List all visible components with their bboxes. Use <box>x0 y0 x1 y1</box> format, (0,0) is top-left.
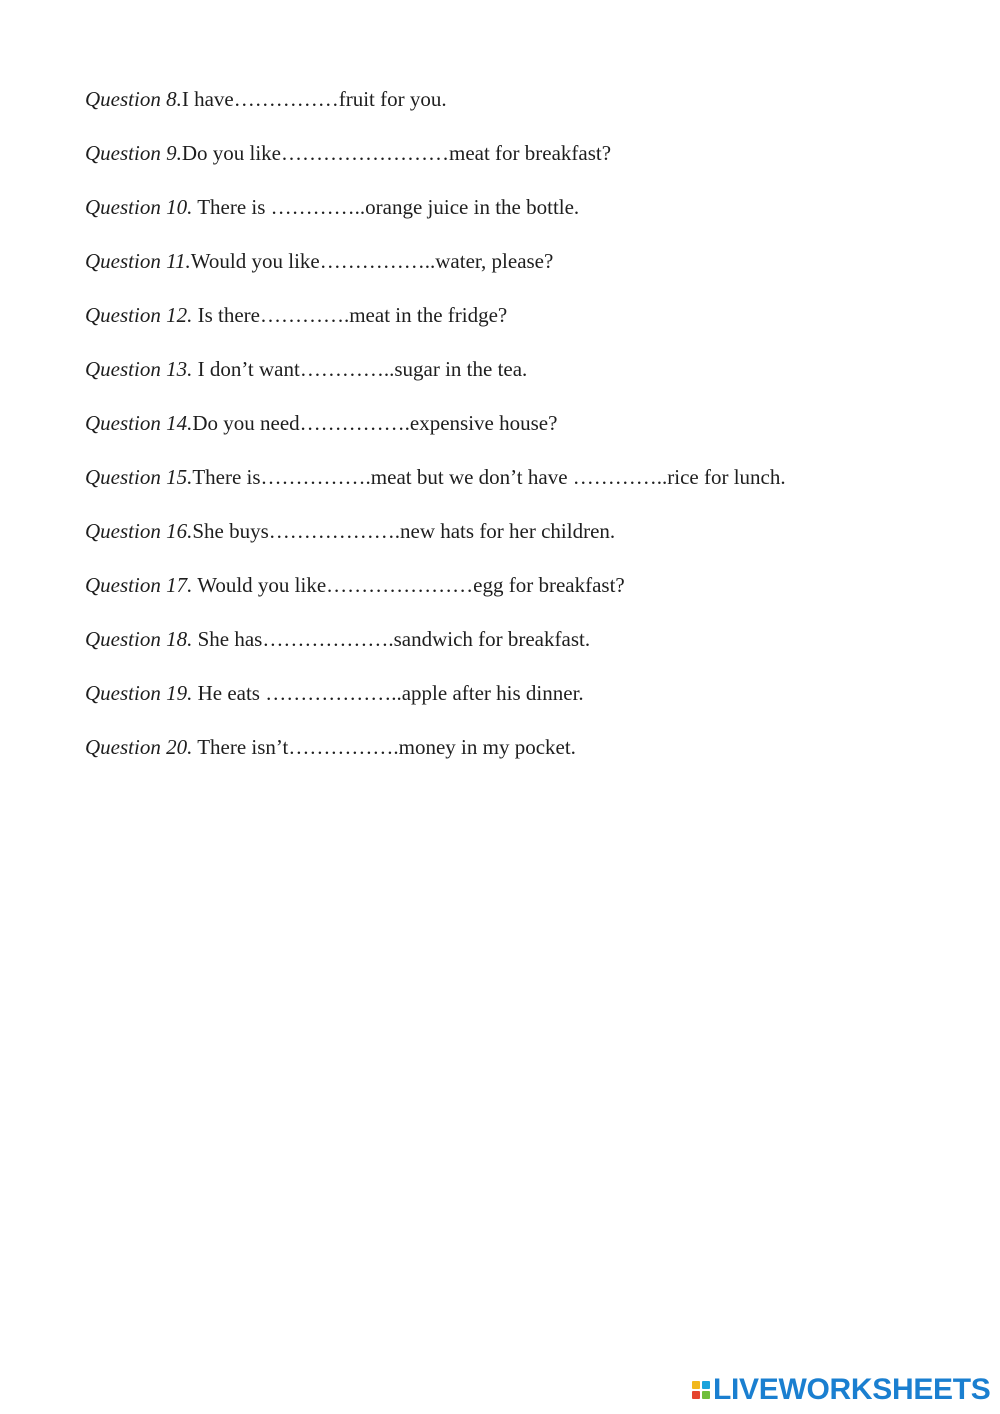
logo-text: LIVEWORKSHEETS <box>713 1373 991 1406</box>
liveworksheets-logo <box>692 1374 991 1406</box>
question-11 <box>85 246 965 276</box>
question-label: Question 17. <box>85 573 193 597</box>
question-label: Question 18. <box>85 627 193 651</box>
question-12 <box>85 300 965 330</box>
question-15 <box>85 462 965 492</box>
question-label: Question 9. <box>85 141 182 165</box>
question-label: Question 12. <box>85 303 193 327</box>
question-19 <box>85 678 965 708</box>
question-label: Question 14. <box>85 411 193 435</box>
logo-block-1 <box>692 1381 700 1389</box>
question-text: She has……………….sandwich for breakfast. <box>192 627 591 651</box>
question-13 <box>85 354 965 384</box>
logo-block-2 <box>702 1381 710 1389</box>
question-text: Is there………….meat in the fridge? <box>192 303 508 327</box>
question-label: Question 10. <box>85 195 193 219</box>
question-text: There is…………….meat but we don’t have …………..rice for lunch. <box>192 465 786 489</box>
question-text: Do you need…………….expensive house? <box>192 411 558 435</box>
question-text: Do you like……………………meat for breakfast? <box>181 141 612 165</box>
question-text: Would you like……………..water, please? <box>190 249 554 273</box>
question-text: There is …………..orange juice in the bottle. <box>192 195 580 219</box>
question-16 <box>85 516 965 546</box>
question-text: There isn’t…………….money in my pocket. <box>192 735 576 759</box>
question-label: Question 15. <box>85 465 193 489</box>
question-label: Question 19. <box>85 681 193 705</box>
question-9 <box>85 138 965 168</box>
question-17 <box>85 570 965 600</box>
question-8 <box>85 84 965 114</box>
question-14 <box>85 408 965 438</box>
question-label: Question 11. <box>85 249 191 273</box>
question-text: Would you like…………………egg for breakfast? <box>192 573 625 597</box>
logo-blocks-icon <box>692 1381 710 1399</box>
question-18 <box>85 624 965 654</box>
question-text: He eats ………………..apple after his dinner. <box>192 681 584 705</box>
question-10 <box>85 192 965 222</box>
worksheet <box>85 84 965 786</box>
question-text: I have……………fruit for you. <box>181 87 447 111</box>
question-20 <box>85 732 965 762</box>
logo-block-3 <box>692 1391 700 1399</box>
question-text: I don’t want…………..sugar in the tea. <box>192 357 528 381</box>
question-label: Question 16. <box>85 519 193 543</box>
question-label: Question 20. <box>85 735 193 759</box>
question-label: Question 8. <box>85 87 182 111</box>
question-text: She buys……………….new hats for her children. <box>192 519 616 543</box>
question-label: Question 13. <box>85 357 193 381</box>
logo-block-4 <box>702 1391 710 1399</box>
